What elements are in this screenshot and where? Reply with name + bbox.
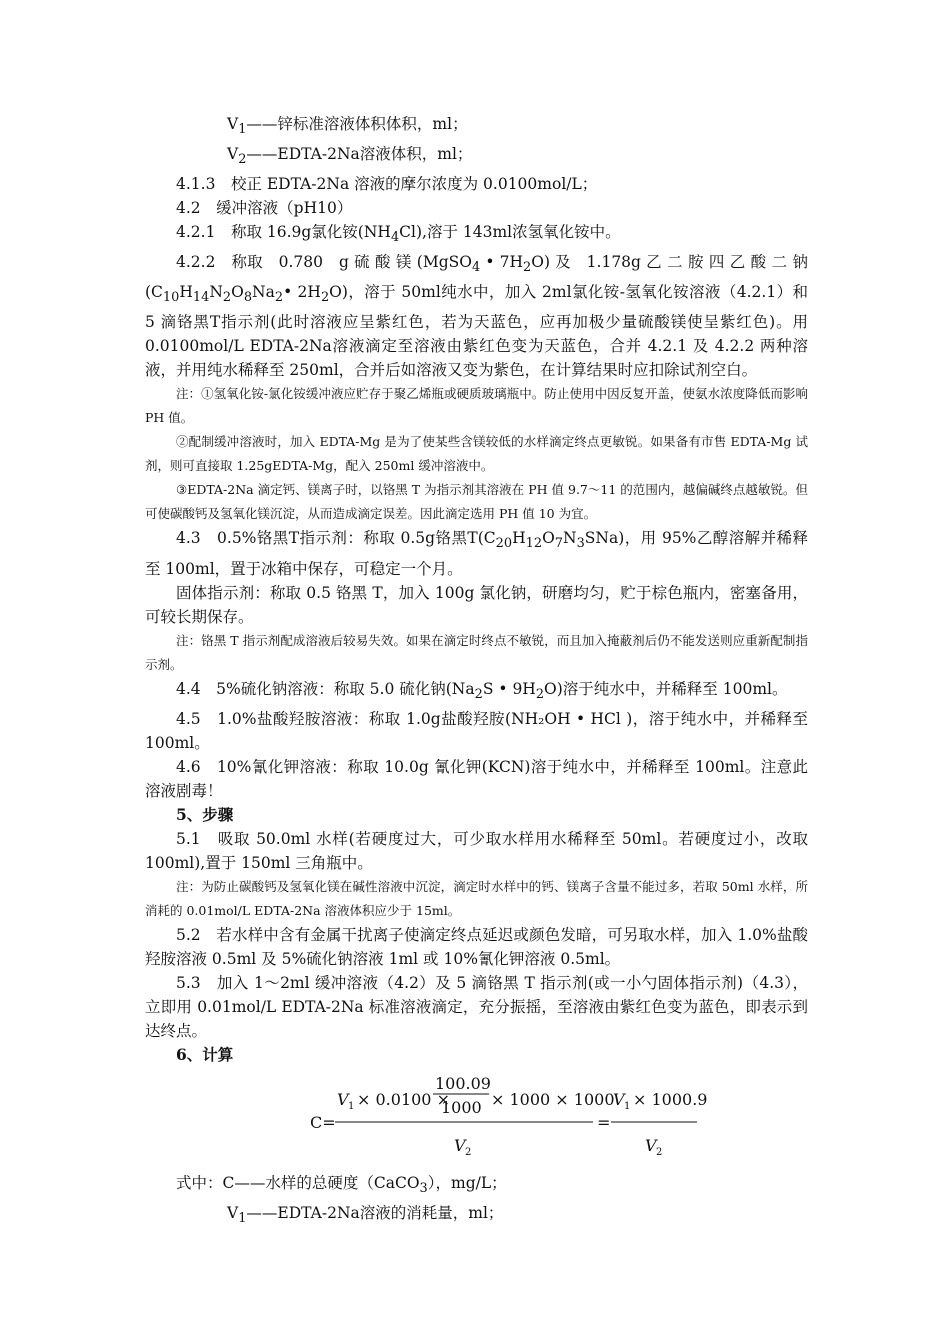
item-4-3: 4.3 0.5%铬黑T指示剂：称取 0.5g铬黑$T(C_{20}H_{12}O_7N_3SNa)$，用 95%乙醇溶解并稀释至 100ml，置于冰箱中保存，可稳定一个月。 bbox=[145, 529, 808, 578]
formula-v1-sym: V bbox=[337, 1089, 349, 1109]
formula-rhs-v1-sub: 1 bbox=[624, 1100, 631, 1112]
note-4: 注：铬黑 T 指示剂配成溶液后较易失效。如果在滴定时终点不敏锐，而且加入掩蔽剂后仍不能发送则应重新配制指示剂。 bbox=[145, 632, 808, 672]
solid-indicator: 固体指示剂：称取 0.5 铬黑 T，加入 100g 氯化钠，研磨均匀，贮于棕色瓶内，密塞备用，可较长期保存。 bbox=[145, 583, 808, 626]
formula-lhs: C= bbox=[310, 1112, 336, 1132]
formula-v1-sub: 1 bbox=[348, 1100, 355, 1112]
hardness-formula bbox=[145, 1071, 808, 1169]
formula-times-const: × 0.0100 × bbox=[357, 1089, 450, 1109]
item-5-2: 5.2 若水样中含有金属干扰离子使滴定终点延迟或颜色发暗，可另取水样，加入 1.0%盐酸羟胺溶液 0.5ml 及 5%硫化钠溶液 1ml 或 10%氰化钾溶液 0.5ml。 bbox=[145, 925, 808, 968]
item-5-3: 5.3 加入 1～2ml 缓冲溶液（4.2）及 5 滴铬黑 T 指示剂(或一小勺固体指示剂)（4.3），立即用 0.01mol/L EDTA-2Na 标准溶液滴定，充分振摇，至溶液由紫红色变为蓝色，即表示到达终点。 bbox=[145, 973, 808, 1040]
formula-times-tail: × 1000 × 1000 bbox=[491, 1089, 615, 1109]
formula-v2-sym: V bbox=[454, 1135, 466, 1155]
note-5: 注：为防止碳酸钙及氢氧化镁在碱性溶液中沉淀，滴定时水样中的钙、镁离子含量不能过多，若取 50ml 水样，所消耗的 0.01mol/L EDTA-2Na 溶液体积应少于 15ml。 bbox=[145, 878, 808, 918]
item-5-1: 5.1 吸取 50.0ml 水样(若硬度过大，可少取水样用水稀释至 50ml。若硬度过小，改取 100ml),置于 150ml 三角瓶中。 bbox=[145, 829, 808, 872]
formula-rhs-v1-sym: V bbox=[613, 1089, 625, 1109]
where-v1: $V_1——EDTA-2Na$溶液的消耗量，ml； bbox=[227, 1203, 504, 1226]
formula-eq: = bbox=[597, 1112, 611, 1132]
item-4-5: 4.5 1.0%盐酸羟胺溶液：称取 1.0g盐酸羟胺(NH₂OH • HCl )，溶于纯水中，并稀释至 100ml。 bbox=[145, 709, 808, 752]
note-1: 注：①氢氧化铵-氯化铵缓冲液应贮存于聚乙烯瓶或硬质玻璃瓶中。防止使用中因反复开盖，使氨水浓度降低而影响 PH 值。 bbox=[145, 386, 808, 426]
item-4-2-2: 4.2.2 称取 0.780 g 硫 酸 镁 (MgSO$_4$ • $7H_2O$) 及 1.178g 乙 二 胺 四 乙 酸 二 钠 ($C_{10}H_{14}N_2O_8Na_2•$ $2H_2O$)，溶于 50ml纯水中，加入 2ml氯化铵-氢氧化铵溶液（4.2.1）和 5 滴铬黑T指示剂(此时溶液应呈紫红色，若为天蓝色，应再加极少量硫酸镁使呈紫红色)。用 0.0100mol/L EDTA-2Na溶液滴定至溶液由紫红色变为天蓝色，合并 4.2.1 及 4.2.2 两种溶液，并用纯水稀释至 250ml，合并后如溶液又变为紫色，在计算结果时应扣除试剂空白。 bbox=[145, 253, 809, 380]
item-4-1-3: 4.1.3 校正 EDTA-2Na 溶液的摩尔浓度为 0.0100mol/L； bbox=[176, 175, 598, 194]
note-3: ③EDTA-2Na 滴定钙、镁离子时，以铬黑 T 为指示剂其溶液在 PH 值 9.7～11 的范围内，越偏碱终点越敏锐。但可使碳酸钙及氢氧化镁沉淀，从而造成滴定误差。因此滴定选用 PH 值 10 为宜。 bbox=[145, 482, 808, 522]
item-4-4: 4.4 5%硫化钠溶液：称取 5.0 硫化钠($Na_2S$ • $9H_2O$)溶于纯水中，并稀释至 100ml。 bbox=[176, 679, 788, 702]
formula-rhs-v2-sub: 2 bbox=[656, 1146, 663, 1158]
heading-5-steps: 5、步骤 bbox=[176, 804, 234, 824]
item-4-2-1: 4.2.1 称取 16.9g氯化铵$(NH_4Cl)$,溶于 143ml浓氢氧化铵中。 bbox=[176, 223, 621, 246]
document-page bbox=[145, 112, 808, 1231]
var-v1-zinc: $V_1——$锌标准溶液体积体积，ml； bbox=[227, 115, 468, 138]
formula-v2-sub: 2 bbox=[465, 1146, 472, 1158]
heading-6-calc: 6、计算 bbox=[176, 1044, 234, 1064]
item-4-6: 4.6 10%氰化钾溶液：称取 10.0g 氰化钾(KCN)溶于纯水中，并稀释至 100ml。注意此溶液剧毒！ bbox=[145, 757, 808, 800]
where-c: 式中：C——水样的总硬度（CaCO$_3$），mg/L； bbox=[176, 1173, 507, 1196]
item-4-2: 4.2 缓冲溶液（pH10） bbox=[176, 199, 353, 218]
formula-frac-num: 100.09 bbox=[435, 1073, 491, 1093]
formula-rhs-num: × 1000.9 bbox=[633, 1089, 708, 1109]
formula-frac-den: 1000 bbox=[441, 1097, 482, 1117]
var-v2-edta: $V_2——EDTA-2Na$溶液体积，ml； bbox=[227, 145, 473, 168]
note-2: ②配制缓冲溶液时，加入 EDTA-Mg 是为了使某些含镁较低的水样滴定终点更敏锐。如果备有市售 EDTA-Mg 试剂，则可直接取 1.25gEDTA-Mg，配入 250ml 缓冲溶液中。 bbox=[145, 434, 808, 474]
formula-rhs-v2-sym: V bbox=[645, 1135, 657, 1155]
formula-svg bbox=[145, 1071, 808, 1169]
